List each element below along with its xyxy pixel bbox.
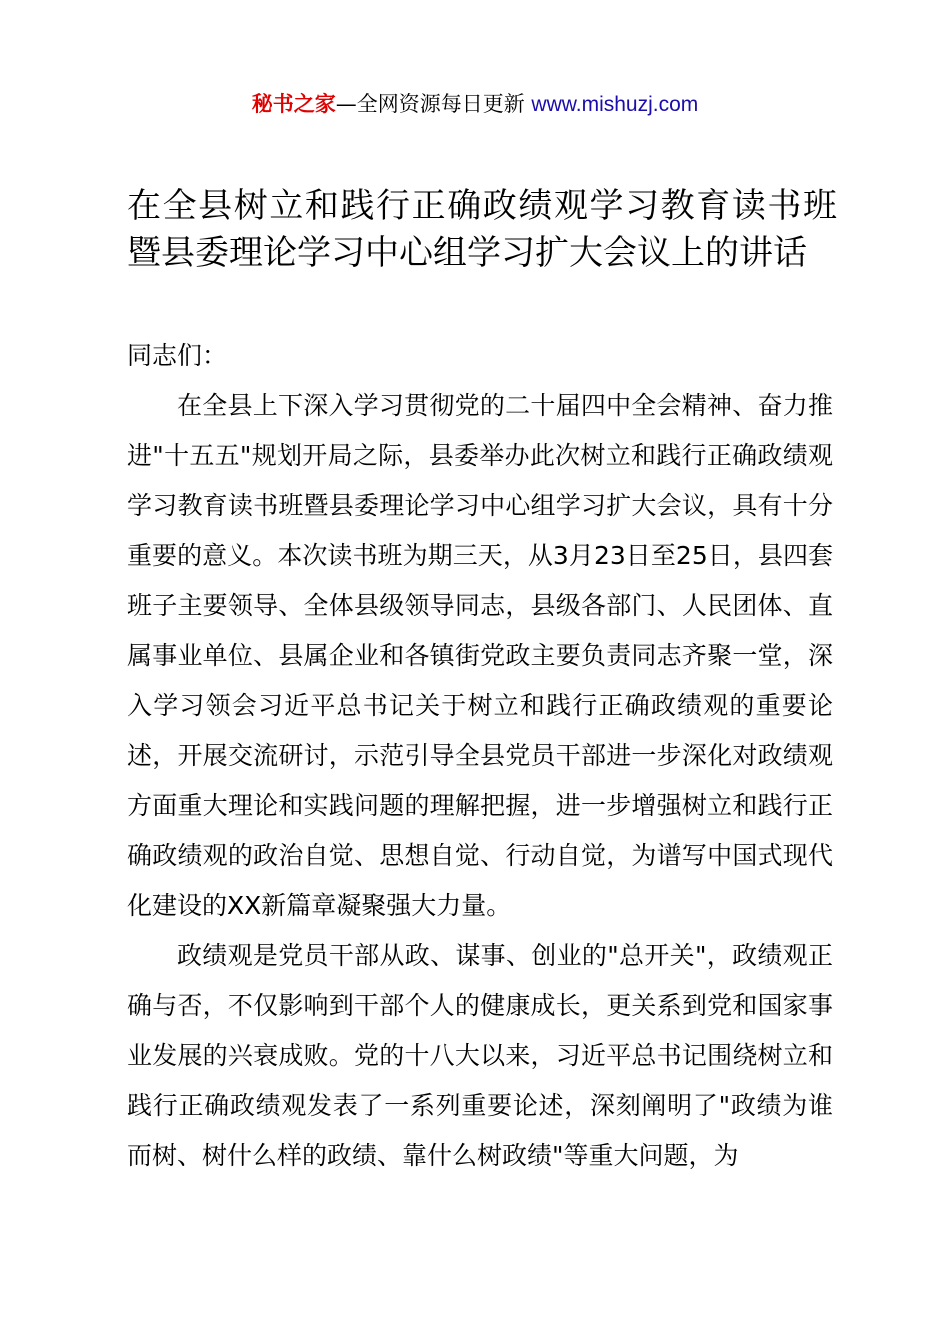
header-tagline: —全网资源每日更新	[335, 92, 532, 116]
site-header	[0, 88, 950, 121]
document-title: 在全县树立和践行正确政绩观学习教育读书班暨县委理论学习中心组学习扩大会议上的讲话	[127, 186, 837, 273]
site-url-link[interactable]: www.mishuzj.com	[531, 93, 699, 116]
brand-name: 秘书之家	[251, 92, 336, 116]
paragraph-1: 在全县上下深入学习贯彻党的二十届四中全会精神、奋力推进"十五五"规划开局之际，县委举办此次树立和践行正确政绩观学习教育读书班暨县委理论学习中心组学习扩大会议，具有十分重要的意义。本次读书班为期三天，从3月23日至25日，县四套班子主要领导、全体县级领导同志，县级各部门、人民团体、直属事业单位、县属企业和各镇街党政主要负责同志齐聚一堂，深入学习领会习近平总书记关于树立和践行正确政绩观的重要论述，开展交流研讨，示范引导全县党员干部进一步深化对政绩观方面重大理论和实践问题的理解把握，进一步增强树立和践行正确政绩观的政治自觉、思想自觉、行动自觉，为谱写中国式现代化建设的XX新篇章凝聚强大力量。	[127, 391, 833, 920]
document-body	[127, 331, 833, 1181]
paragraph-2: 政绩观是党员干部从政、谋事、创业的"总开关"，政绩观正确与否，不仅影响到干部个人的健康成长，更关系到党和国家事业发展的兴衰成败。党的十八大以来，习近平总书记围绕树立和践行正确政绩观发表了一系列重要论述，深刻阐明了"政绩为谁而树、树什么样的政绩、靠什么树政绩"等重大问题，为	[127, 941, 833, 1170]
salutation: 同志们：	[127, 341, 228, 370]
